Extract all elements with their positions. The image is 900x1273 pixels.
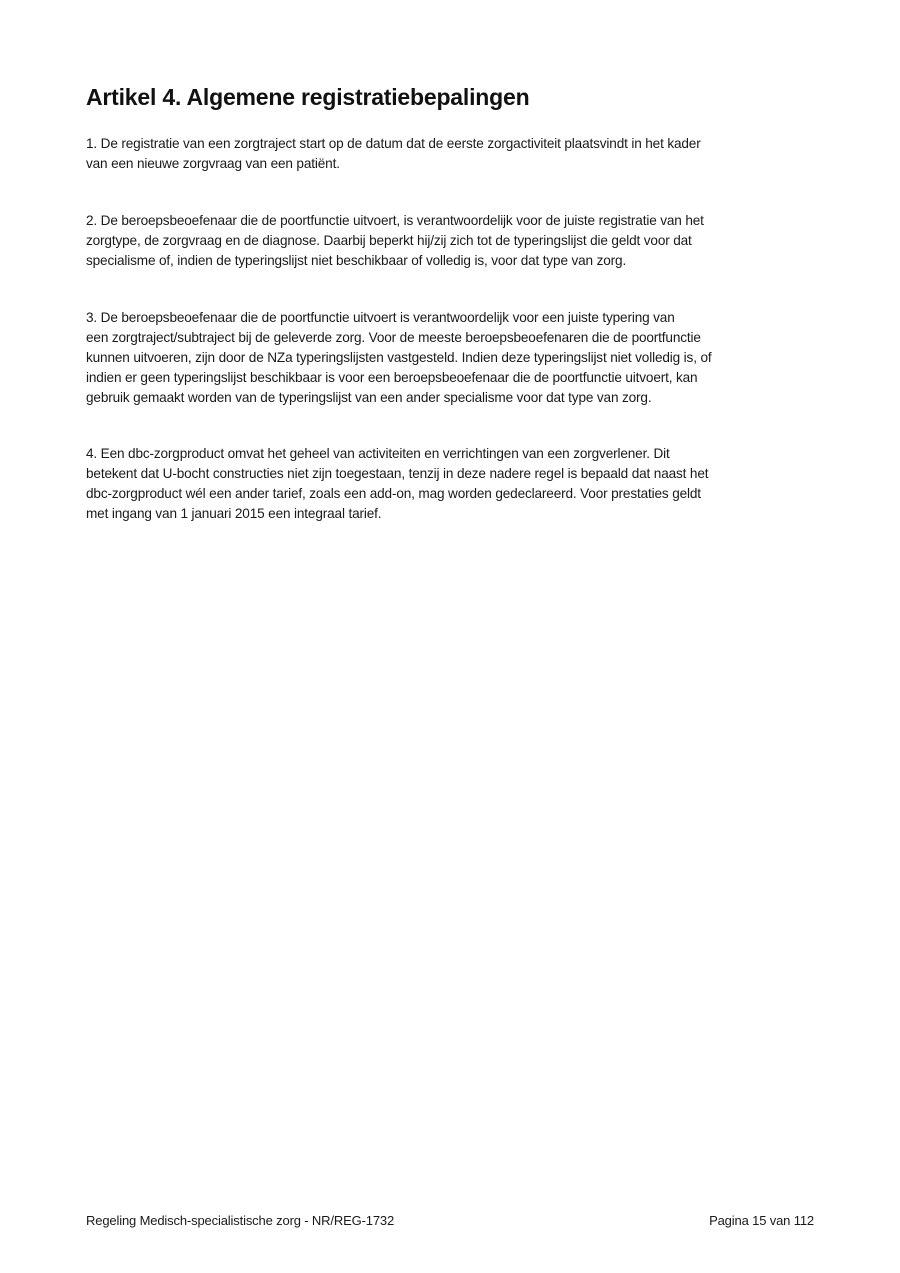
paragraph-line: 4. Een dbc-zorgproduct omvat het geheel van activiteiten en verrichtingen van een zorgverlener. Dit: [86, 446, 670, 461]
paragraph-line: 1. De registratie van een zorgtraject start op de datum dat de eerste zorgactiviteit plaatsvindt in het kader: [86, 136, 701, 151]
paragraph-4: [86, 444, 708, 524]
paragraph-line: 3. De beroepsbeoefenaar die de poortfunctie uitvoert is verantwoordelijk voor een juiste typering van: [86, 310, 675, 325]
paragraph-line: betekent dat U-bocht constructies niet zijn toegestaan, tenzij in deze nadere regel is bepaald dat naast het: [86, 466, 709, 481]
paragraph-3: [86, 308, 712, 408]
paragraph-line: dbc-zorgproduct wél een ander tarief, zoals een add-on, mag worden gedeclareerd. Voor prestaties geldt: [86, 486, 701, 501]
paragraph-line: zorgtype, de zorgvraag en de diagnose. Daarbij beperkt hij/zij zich tot de typeringslijst die geldt voor dat: [86, 233, 692, 248]
footer-document-reference: Regeling Medisch-specialistische zorg - NR/REG-1732: [86, 1213, 395, 1228]
paragraph-1: [86, 134, 701, 174]
paragraph-line: met ingang van 1 januari 2015 een integraal tarief.: [86, 506, 382, 521]
paragraph-line: specialisme of, indien de typeringslijst niet beschikbaar of volledig is, voor dat type van zorg.: [86, 253, 627, 268]
paragraph-line: indien er geen typeringslijst beschikbaar is voor een beroepsbeoefenaar die de poortfunctie uitvoert, kan: [86, 370, 698, 385]
footer-page-number: Pagina 15 van 112: [709, 1213, 814, 1228]
article-title: Artikel 4. Algemene registratiebepalingen: [86, 84, 530, 110]
paragraph-2: [86, 211, 704, 271]
paragraph-line: kunnen uitvoeren, zijn door de NZa typeringslijsten vastgesteld. Indien deze typeringslijst niet volledig is, of: [86, 350, 712, 365]
paragraph-line: gebruik gemaakt worden van de typeringslijst van een ander specialisme voor dat type van zorg.: [86, 390, 652, 405]
paragraph-line: een zorgtraject/subtraject bij de geleverde zorg. Voor de meeste beroepsbeoefenaren die de poortfunctie: [86, 330, 701, 345]
paragraph-line: van een nieuwe zorgvraag van een patiënt.: [86, 156, 340, 171]
paragraph-line: 2. De beroepsbeoefenaar die de poortfunctie uitvoert, is verantwoordelijk voor de juiste registratie van het: [86, 213, 704, 228]
